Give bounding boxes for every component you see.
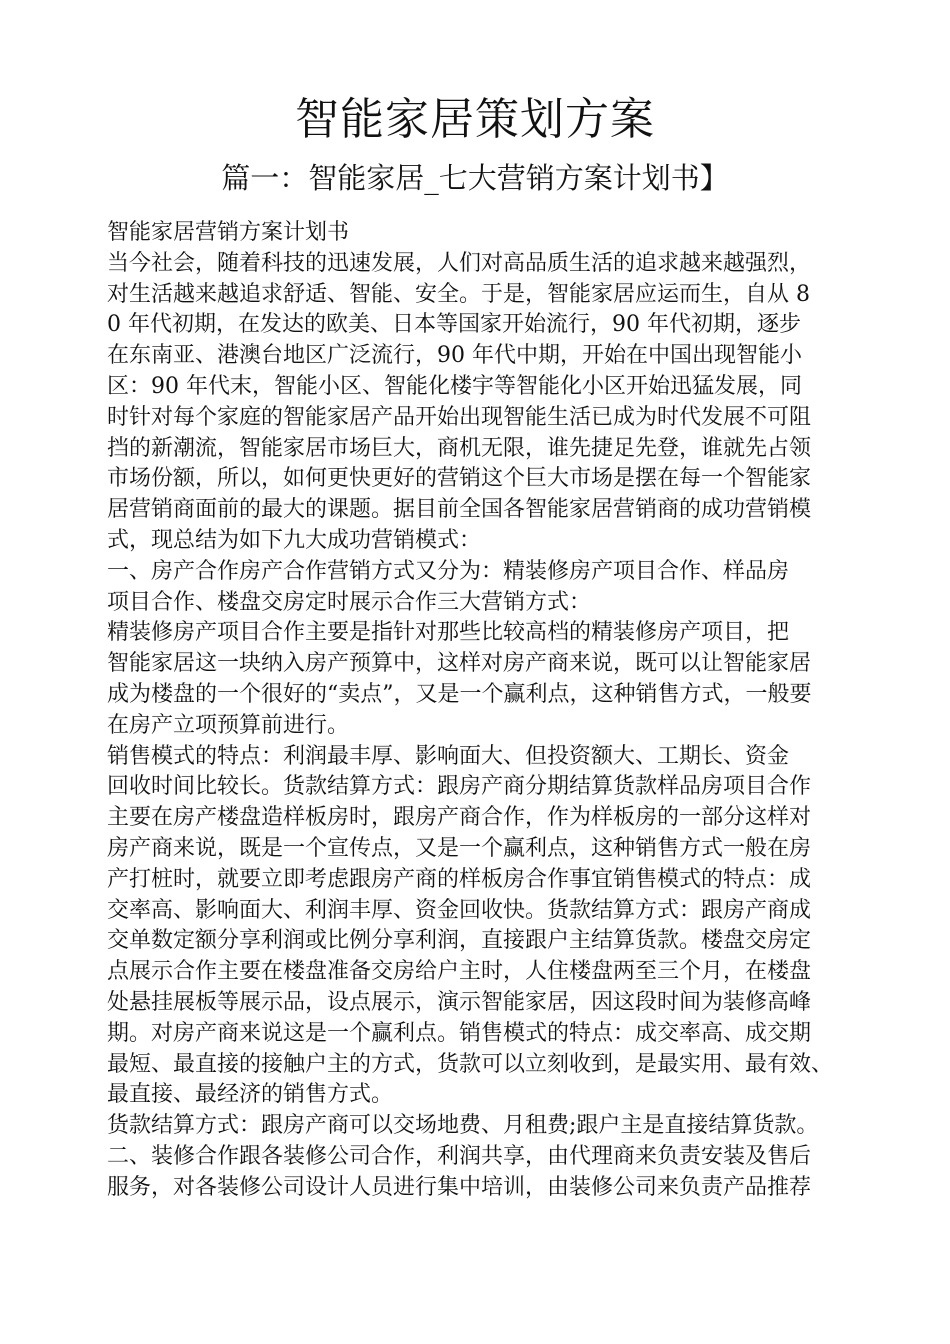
body-text-line: 产打桩时，就要立即考虑跟房产商的样板房合作事宜销售模式的特点：成 [107, 866, 812, 892]
body-text-line: 一、房产合作房产合作营销方式又分为：精装修房产项目合作、样品房 [107, 558, 790, 584]
body-text-line: 点展示合作主要在楼盘准备交房给户主时，人住楼盘两至三个月，在楼盘 [107, 959, 812, 985]
body-text-line: 处悬挂展板等展示品，设点展示，演示智能家居，因这段时间为装修高峰 [107, 989, 812, 1015]
body-text-line: 最直接、最经济的销售方式。 [107, 1082, 394, 1108]
body-text-line: 最短、最直接的接触户主的方式，货款可以立刻收到，是最实用、最有效、 [107, 1051, 834, 1077]
body-text-line: 成为楼盘的一个很好的“卖点”，又是一个赢利点，这种销售方式，一般要 [107, 681, 812, 707]
body-text-line: 交单数定额分享利润或比例分享利润，直接跟户主结算货款。楼盘交房定 [107, 928, 812, 954]
body-text-line: 回收时间比较长。货款结算方式：跟房产商分期结算货款样品房项目合作 [107, 774, 812, 800]
body-text-line: 居营销商面前的最大的课题。据目前全国各智能家居营销商的成功营销模 [107, 497, 812, 523]
body-text-line: 项目合作、楼盘交房定时展示合作三大营销方式： [107, 589, 592, 615]
body-text-line: 时针对每个家庭的智能家居产品开始出现智能生活已成为时代发展不可阻 [107, 404, 812, 430]
body-text-line: 二、装修合作跟各装修公司合作，利润共享，由代理商来负责安装及售后 [107, 1143, 812, 1169]
body-text-line: 挡的新潮流，智能家居市场巨大，商机无限，谁先捷足先登，谁就先占领 [107, 435, 812, 461]
body-text-line: 在房产立项预算前进行。 [107, 712, 350, 738]
document-subtitle: 篇一：智能家居_七大营销方案计划书】 [221, 161, 729, 195]
body-text-line: 智能家居这一块纳入房产预算中，这样对房产商来说，既可以让智能家居 [107, 651, 812, 677]
body-text-line: 市场份额，所以，如何更快更好的营销这个巨大市场是摆在每一个智能家 [107, 466, 812, 492]
body-text-line: 式，现总结为如下九大成功营销模式： [107, 527, 482, 553]
body-text-line: 货款结算方式：跟房产商可以交场地费、月租费;跟户主是直接结算货款。 [107, 1113, 819, 1139]
body-text-line: 销售模式的特点：利润最丰厚、影响面大、但投资额大、工期长、资金 [107, 743, 790, 769]
body-text-line: 当今社会，随着科技的迅速发展，人们对高品质生活的追求越来越强烈， [107, 250, 812, 276]
body-text-line: 服务，对各装修公司设计人员进行集中培训，由装修公司来负责产品推荐 [107, 1174, 812, 1200]
document-body [107, 218, 907, 1204]
body-text-line: 精装修房产项目合作主要是指针对那些比较高档的精装修房产项目，把 [107, 620, 790, 646]
body-text-line: 在东南亚、港澳台地区广泛流行，90 年代中期，开始在中国出现智能小 [107, 343, 802, 369]
body-text-line: 智能家居营销方案计划书 [107, 220, 350, 245]
body-text-line: 主要在房产楼盘造样板房时，跟房产商合作，作为样板房的一部分这样对 [107, 805, 812, 831]
body-text-line: 交率高、影响面大、利润丰厚、资金回收快。货款结算方式：跟房产商成 [107, 897, 812, 923]
body-text-line: 期。对房产商来说这是一个赢利点。销售模式的特点：成交率高、成交期 [107, 1020, 812, 1046]
body-text-line: 对生活越来越追求舒适、智能、安全。于是，智能家居应运而生，自从 8 [107, 281, 810, 307]
body-text-line: 区：90 年代末，智能小区、智能化楼宇等智能化小区开始迅猛发展，同 [107, 373, 802, 399]
body-text-line: 0 年代初期，在发达的欧美、日本等国家开始流行，90 年代初期，逐步 [107, 312, 801, 338]
body-text-line: 房产商来说，既是一个宣传点，又是一个赢利点，这种销售方式一般在房 [107, 835, 812, 861]
document-title: 智能家居策划方案 [295, 94, 655, 145]
